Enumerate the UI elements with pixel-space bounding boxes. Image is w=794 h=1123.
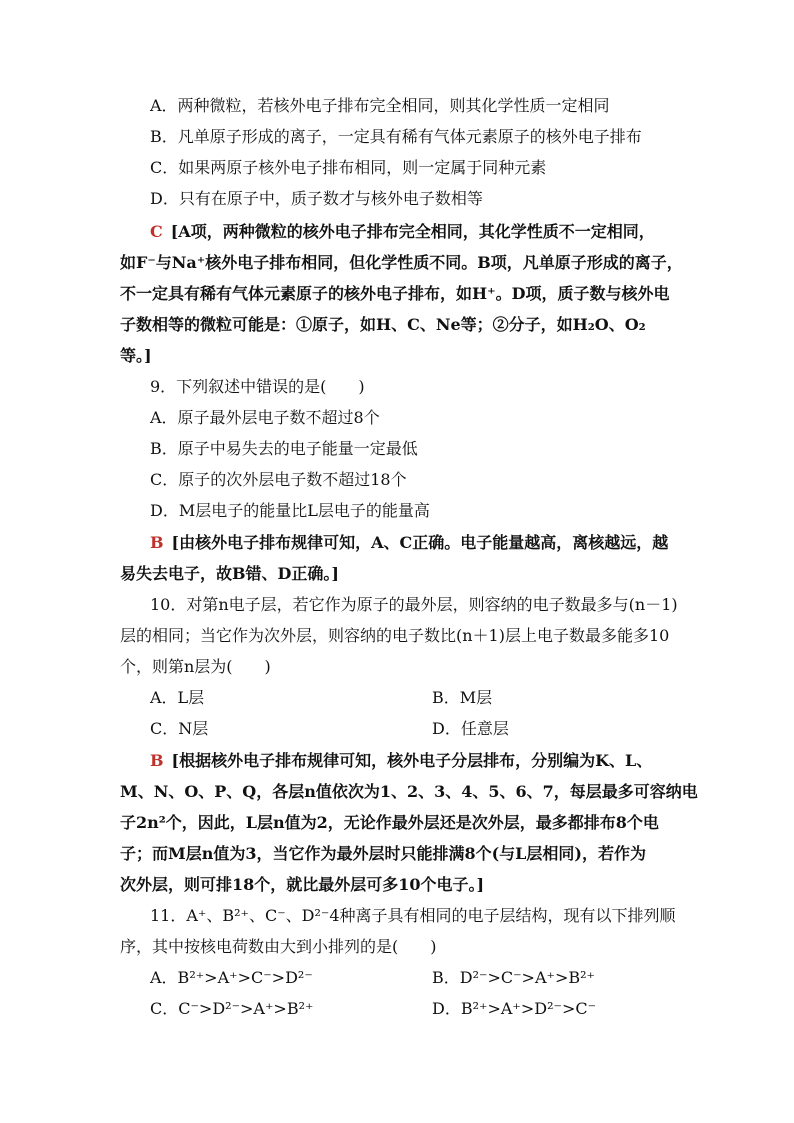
q8-explanation-line-2: 如F⁻与Na⁺核外电子排布相同，但化学性质不同。B项，凡单原子形成的离子， xyxy=(120,253,683,272)
q11-option-c: C．C⁻>D²⁻>A⁺>B²⁺ xyxy=(150,999,314,1018)
q8-option-d: D．只有在原子中，质子数才与核外电子数相等 xyxy=(150,189,483,208)
q10-stem-line-2: 层的相同；当它作为次外层，则容纳的电子数比(n＋1)层上电子数最多能多10 xyxy=(120,626,670,645)
q10-explanation-line-3: 子2n²个，因此，L层n值为2，无论作最外层还是次外层，最多都排布8个电 xyxy=(120,813,659,832)
q9-option-b: B．原子中易失去的电子能量一定最低 xyxy=(150,439,418,458)
q9-option-a: A．原子最外层电子数不超过8个 xyxy=(150,408,380,427)
q8-answer: C xyxy=(150,222,163,241)
q9-option-d: D．M层电子的能量比L层电子的能量高 xyxy=(150,501,430,520)
q9-answer: B xyxy=(150,533,164,552)
q10-explanation-line-5: 次外层，则可排18个，就比最外层可多10个电子。] xyxy=(120,875,485,894)
q10-stem-line-3: 个，则第n层为( ) xyxy=(120,657,271,676)
q10-option-c: C．N层 xyxy=(150,719,209,738)
q11-option-b: B．D²⁻>C⁻>A⁺>B²⁺ xyxy=(432,968,595,987)
q10-explanation-line-2: M、N、O、P、Q，各层n值依次为1、2、3、4、5、6、7，每层最多可容纳电 xyxy=(120,782,698,801)
q10-explanation-line-1 xyxy=(150,750,652,772)
q10-stem-line-1: 10．对第n电子层，若它作为原子的最外层，则容纳的电子数最多与(n－1) xyxy=(150,595,678,614)
q8-explanation-line-4: 子数相等的微粒可能是：①原子，如H、C、Ne等；②分子，如H₂O、O₂ xyxy=(120,315,646,334)
q8-option-b: B．凡单原子形成的离子，一定具有稀有气体元素原子的核外电子排布 xyxy=(150,127,642,146)
q11-option-d: D．B²⁺>A⁺>D²⁻>C⁻ xyxy=(432,999,597,1018)
q9-explanation-text-1: [由核外电子排布规律可知，A、C正确。电子能量越高，离核越远，越 xyxy=(171,533,669,552)
q8-option-a: A．两种微粒，若核外电子排布完全相同，则其化学性质一定相同 xyxy=(150,96,610,115)
q8-explanation-line-5: 等。] xyxy=(120,346,152,365)
q9-explanation-line-1 xyxy=(150,532,668,554)
q10-option-b: B．M层 xyxy=(432,688,493,707)
q8-explanation-line-1 xyxy=(150,221,655,243)
q11-stem-line-1: 11．A⁺、B²⁺、C⁻、D²⁻4种离子具有相同的电子层结构，现有以下排列顺 xyxy=(150,906,676,925)
q10-option-a: A．L层 xyxy=(150,688,205,707)
q10-explanation-text-1: [根据核外电子排布规律可知，核外电子分层排布，分别编为K、L、 xyxy=(171,751,653,770)
q8-explanation-text-1: [A项，两种微粒的核外电子排布完全相同，其化学性质不一定相同， xyxy=(170,222,655,241)
q11-option-a: A．B²⁺>A⁺>C⁻>D²⁻ xyxy=(150,968,313,987)
q11-stem-line-2: 序，其中按核电荷数由大到小排列的是( ) xyxy=(120,937,437,956)
q10-option-d: D．任意层 xyxy=(432,719,509,738)
q8-explanation-line-3: 不一定具有稀有气体元素原子的核外电子排布，如H⁺。D项，质子数与核外电 xyxy=(120,284,670,303)
q9-explanation-line-2: 易失去电子，故B错、D正确。] xyxy=(120,564,339,583)
q9-stem: 9．下列叙述中错误的是( ) xyxy=(150,377,365,396)
q10-explanation-line-4: 子；而M层n值为3，当它作为最外层时只能排满8个(与L层相同)，若作为 xyxy=(120,844,647,863)
q9-option-c: C．原子的次外层电子数不超过18个 xyxy=(150,470,407,489)
q8-option-c: C．如果两原子核外电子排布相同，则一定属于同种元素 xyxy=(150,158,547,177)
q10-answer: B xyxy=(150,751,164,770)
